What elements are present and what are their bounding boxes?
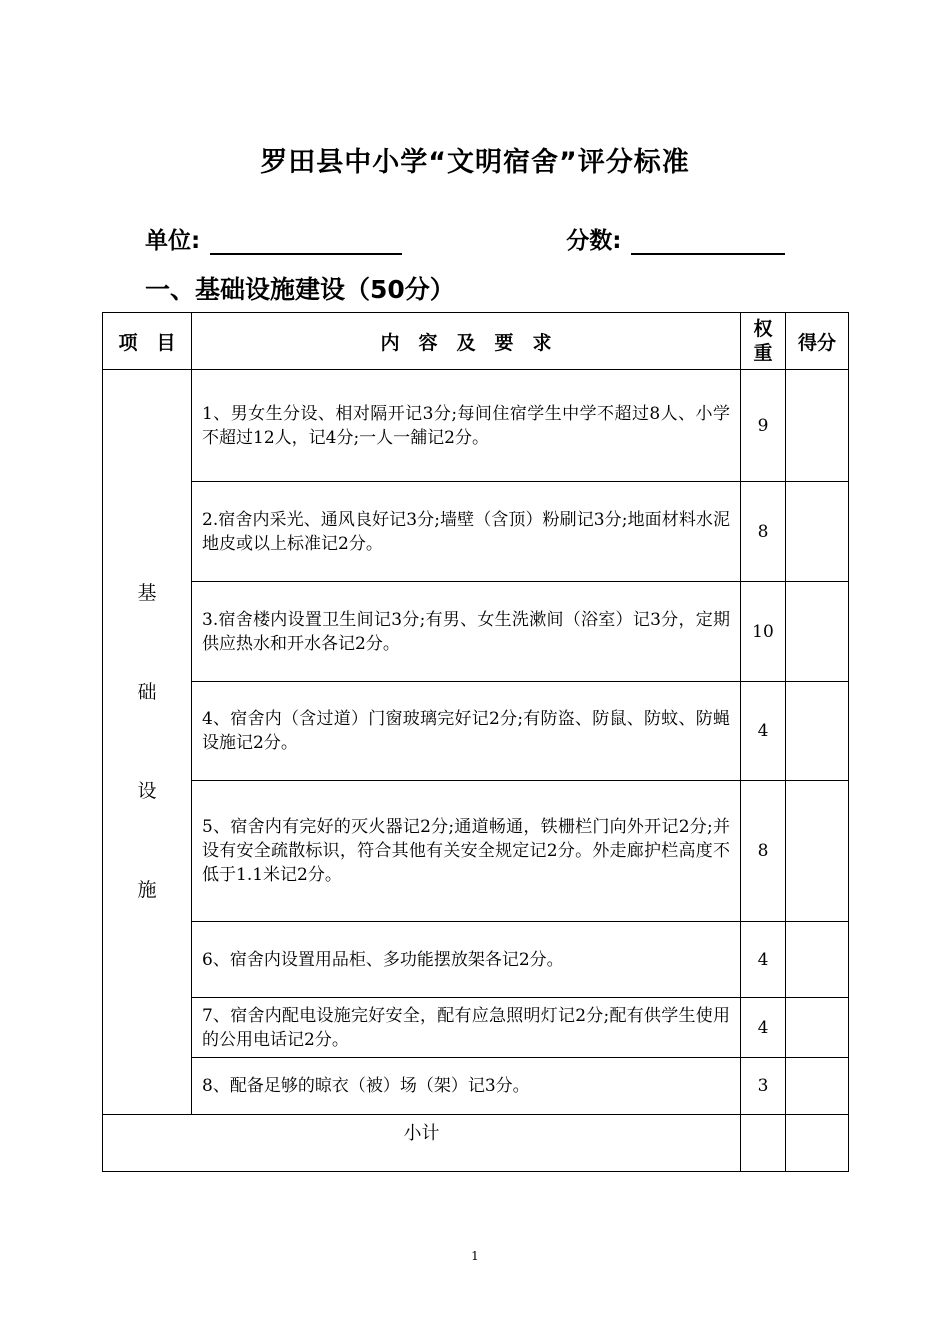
weight-value: 4 xyxy=(741,998,786,1058)
weight-value: 3 xyxy=(741,1058,786,1115)
table-row xyxy=(103,682,849,781)
header-content: 内 容 及 要 求 xyxy=(192,313,741,370)
score-label: 分数: xyxy=(566,228,622,254)
table-header-row xyxy=(103,313,849,370)
category-char: 础 xyxy=(137,681,157,703)
score-input-cell[interactable] xyxy=(786,1058,849,1115)
requirement-text: 6、宿舍内设置用品柜、多功能摆放架各记2分。 xyxy=(192,922,741,998)
unit-label: 单位: xyxy=(145,228,201,254)
subtotal-label: 小计 xyxy=(103,1115,741,1172)
table-row xyxy=(103,781,849,922)
requirement-text: 1、男女生分设、相对隔开记3分;每间住宿学生中学不超过8人、小学不超过12人，记4分;一人一舖记2分。 xyxy=(192,370,741,482)
requirement-text: 3.宿舍楼内设置卫生间记3分;有男、女生洗漱间（浴室）记3分，定期供应热水和开水各记2分。 xyxy=(192,582,741,682)
document-title: 罗田县中小学“文明宿舍”评分标准 xyxy=(260,147,690,178)
category-char: 基 xyxy=(137,582,157,604)
category-char: 施 xyxy=(137,879,157,901)
subtotal-score-cell[interactable] xyxy=(786,1115,849,1172)
subtotal-weight-cell xyxy=(741,1115,786,1172)
score-input-cell[interactable] xyxy=(786,781,849,922)
header-weight-line2: 重 xyxy=(753,342,773,364)
category-char: 设 xyxy=(137,780,157,802)
table-row xyxy=(103,482,849,582)
weight-value: 4 xyxy=(741,682,786,781)
weight-value: 8 xyxy=(741,482,786,582)
score-input-cell[interactable] xyxy=(786,582,849,682)
header-weight-line1: 权 xyxy=(753,318,773,340)
weight-value: 4 xyxy=(741,922,786,998)
score-input-cell[interactable] xyxy=(786,370,849,482)
header-score: 得分 xyxy=(786,313,849,370)
subtotal-row xyxy=(103,1115,849,1172)
weight-value: 10 xyxy=(741,582,786,682)
unit-blank[interactable] xyxy=(210,231,402,255)
weight-value: 9 xyxy=(741,370,786,482)
score-blank[interactable] xyxy=(631,231,785,255)
score-input-cell[interactable] xyxy=(786,922,849,998)
score-input-cell[interactable] xyxy=(786,482,849,582)
section-heading: 一、基础设施建设（50分） xyxy=(145,275,455,304)
score-input-cell[interactable] xyxy=(786,682,849,781)
category-cell xyxy=(103,370,192,1115)
table-row xyxy=(103,582,849,682)
requirement-text: 7、宿舍内配电设施完好安全，配有应急照明灯记2分;配有供学生使用的公用电话记2分。 xyxy=(192,998,741,1058)
page-number: 1 xyxy=(471,1249,479,1263)
requirement-text: 5、宿舍内有完好的灭火器记2分;通道畅通，铁栅栏门向外开记2分;并设有安全疏散标识，符合其他有关安全规定记2分。外走廊护栏高度不低于1.1米记2分。 xyxy=(192,781,741,922)
requirement-text: 8、配备足够的晾衣（被）场（架）记3分。 xyxy=(192,1058,741,1115)
weight-value: 8 xyxy=(741,781,786,922)
header-weight xyxy=(741,313,786,370)
header-item: 项 目 xyxy=(103,313,192,370)
scoring-table xyxy=(102,312,849,1172)
table-row xyxy=(103,998,849,1058)
table-row xyxy=(103,370,849,482)
table-row xyxy=(103,922,849,998)
score-input-cell[interactable] xyxy=(786,998,849,1058)
table-row xyxy=(103,1058,849,1115)
unit-score-line xyxy=(145,222,785,255)
requirement-text: 2.宿舍内采光、通风良好记3分;墙壁（含顶）粉刷记3分;地面材料水泥地皮或以上标准记2分。 xyxy=(192,482,741,582)
requirement-text: 4、宿舍内（含过道）门窗玻璃完好记2分;有防盗、防鼠、防蚊、防蝇设施记2分。 xyxy=(192,682,741,781)
